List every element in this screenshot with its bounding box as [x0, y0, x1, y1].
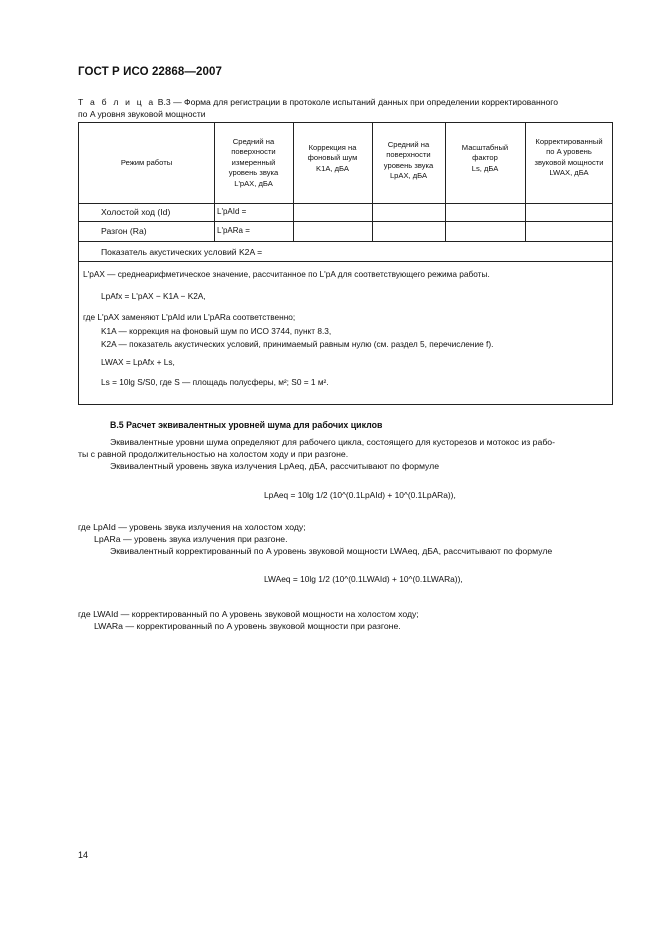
col-header-scale: Масштабный фактор Ls, дБА: [461, 143, 509, 173]
row-mode-idle: Холостой ход (Id): [101, 207, 171, 217]
col-header-measured: Средний на поверхности измеренный уровень звука L'pAX, дБА: [228, 137, 279, 188]
footnote-7: Ls = 10lg S/S0, где S — площадь полусферы, м²; S0 = 1 м².: [101, 377, 329, 387]
where-2b: LWARa — корректированный по A уровень звуковой мощности при разгоне.: [94, 621, 401, 631]
paragraph-2: Эквивалентный уровень звука излучения LpAeq, дБА, рассчитывают по формуле: [110, 461, 440, 471]
caption-text-2: по A уровня звуковой мощности: [78, 108, 206, 119]
col-header-mode: Режим работы: [120, 158, 173, 167]
row-value-idle: L'pAId =: [217, 207, 247, 216]
paragraph-1: Эквивалентные уровни шума определяют для рабочего цикла, состоящего для кусторезов и мотокос из рабо-: [110, 437, 556, 447]
col-header-power: Корректированный по A уровень звуковой мощности LWAX, дБА: [534, 137, 604, 178]
row-divider: [79, 261, 612, 262]
col-header-average: Средний на поверхности уровень звука LpAX, дБА: [383, 140, 434, 181]
formula-lwaeq: LWAeq = 10lg 1/2 (10^(0.1LWAId) + 10^(0.1LWARa)),: [264, 574, 463, 584]
footnote-3: где L'pAX заменяют L'pAId или L'pARa соответственно;: [83, 312, 296, 322]
footnote-1: L'pAX — среднеарифметическое значение, рассчитанное по L'pA для соответствующего режима работы.: [83, 269, 490, 279]
paragraph-1-cont: ты с равной продолжительностью на холостом ходу и при разгоне.: [78, 449, 349, 459]
footnote-6: LWAX = LpAfx + Ls,: [101, 357, 175, 367]
where-1b: LpARa — уровень звука излучения при разгоне.: [94, 534, 288, 544]
row-value-racing: L'pARa =: [217, 226, 250, 235]
row-divider: [79, 221, 612, 222]
col-divider: [293, 123, 294, 242]
row-divider: [79, 203, 612, 204]
row-divider: [79, 241, 612, 242]
table-caption: [78, 97, 618, 120]
document-header: ГОСТ Р ИСО 22868—2007: [78, 66, 223, 78]
section-title: В.5 Расчет эквивалентных уровней шума для рабочих циклов: [110, 420, 383, 430]
paragraph-3: Эквивалентный корректированный по A уровень звуковой мощности LWAeq, дБА, рассчитывают по формуле: [110, 546, 553, 556]
col-header-correction: Коррекция на фоновый шум K1A, дБА: [307, 143, 358, 173]
footnote-4: K1A — коррекция на фоновый шум по ИСО 3744, пункт 8.3,: [101, 326, 332, 336]
footnote-5: K2A — показатель акустических условий, принимаемый равным нулю (см. раздел 5, перечисление f).: [101, 339, 494, 349]
page-number: 14: [78, 850, 89, 860]
footnote-2: LpAfx = L'pAX − K1A − K2A,: [101, 291, 206, 301]
where-1a: где LpAId — уровень звука излучения на холостом ходу;: [78, 522, 306, 532]
registration-table: [78, 122, 613, 405]
formula-lpaeq: LpAeq = 10lg 1/2 (10^(0.1LpAId) + 10^(0.1LpARa)),: [264, 490, 456, 500]
row-mode-racing: Разгон (Ra): [101, 226, 147, 236]
where-2a: где LWAId — корректированный по A уровень звуковой мощности на холостом ходу;: [78, 609, 419, 619]
col-divider: [445, 123, 446, 242]
caption-text: В.3 — Форма для регистрации в протоколе испытаний данных при определении корректированного: [155, 97, 558, 107]
acoustic-conditions-row: Показатель акустических условий K2A =: [101, 247, 263, 257]
caption-prefix: Т а б л и ц а: [78, 97, 156, 107]
